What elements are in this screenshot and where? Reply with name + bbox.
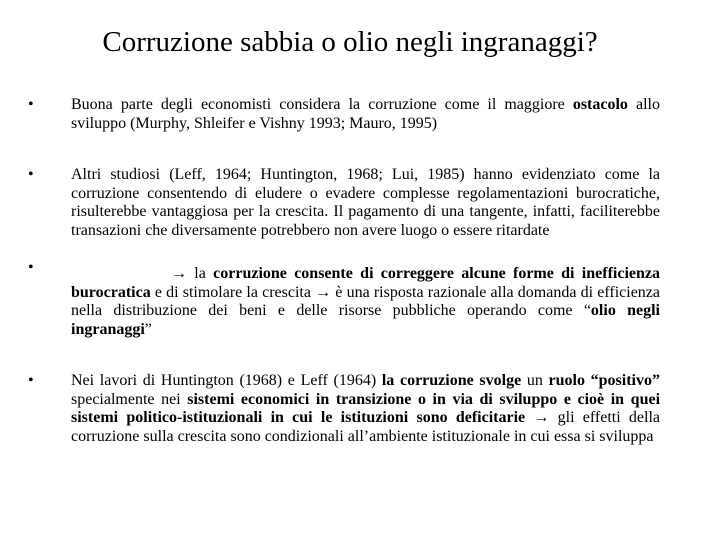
paragraph-3-bold-a: corruzione consente di correggere alcune forme di inefficienza burocratica (71, 265, 660, 301)
bullet-4: • (28, 372, 34, 389)
paragraph-4-text-a: Nei lavori di Huntington (1968) e Leff (1964) (71, 372, 382, 389)
paragraph-1-text-b: allo sviluppo (Murphy, Shleifer e Vishny 1993; Mauro, 1995) (71, 96, 660, 132)
paragraph-3-bold-b: olio negli ingranaggi (71, 302, 660, 338)
paragraph-4-text-b: un (521, 372, 549, 389)
paragraph-4-text-c: specialmente nei (71, 390, 188, 408)
slide-title: Corruzione sabbia o olio negli ingranaggi? (102, 26, 598, 58)
paragraph-4-bold-a: la corruzione svolge (381, 372, 522, 389)
bullet-3: • (28, 259, 34, 276)
paragraph-4-bold-b: ruolo “positivo” (548, 372, 660, 389)
paragraph-3-text-c: ” (144, 320, 152, 338)
paragraph-3-text-b: e di stimolare la crescita → è una risposta razionale alla domanda di efficienza nella distribuzione dei beni e delle risorse pubbliche operando come “ (71, 283, 660, 320)
bullet-1: • (28, 96, 34, 113)
paragraph-1 (71, 96, 660, 133)
paragraph-1-text-a: Buona parte degli economisti considera la corruzione come il maggiore (71, 96, 573, 113)
paragraph-2: Altri studiosi (Leff, 1964; Huntington, 1968; Lui, 1985) hanno evidenziato come la corruzione consentendo di eludere o evadere complesse regolamentazioni burocratiche, risulterebbe vantaggiosa per la crescita. Il pagamento di una tangente, infatti, faciliterebbe transazioni che diversamente potrebbero non avere luogo o essere ritardate (71, 166, 660, 239)
paragraph-1-bold: ostacolo (572, 96, 628, 113)
paragraph-4-bold-c: sistemi economici in transizione o in via di sviluppo e cioè in quei sistemi politico-istituzionali in cui le istituzioni sono deficitarie (71, 390, 661, 427)
paragraph-3 (71, 265, 660, 339)
paragraph-3-text-a: → la (171, 265, 214, 282)
paragraph-4-text-d: → gli effetti della corruzione sulla crescita sono condizionali all’ambiente istituzionale in cui essa si sviluppa (71, 409, 661, 445)
paragraph-4 (71, 372, 660, 446)
bullet-2: • (28, 166, 34, 183)
